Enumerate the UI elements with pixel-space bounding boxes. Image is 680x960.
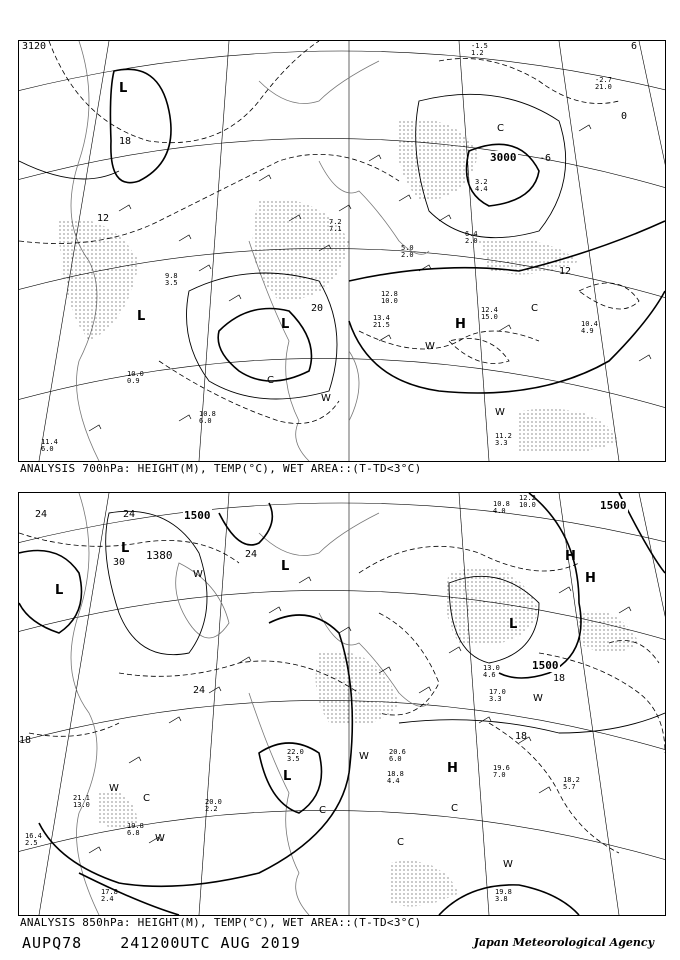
product-header (22, 934, 329, 952)
isotherm-label: 24 (193, 685, 206, 696)
station-plot: 17.8 2.4 (101, 888, 118, 903)
station-plot: 13.0 4.6 (483, 664, 500, 679)
high-pressure-marker: H (455, 317, 466, 332)
low-pressure-marker: L (281, 559, 290, 574)
cold-marker: C (267, 375, 274, 386)
caption-700hpa: ANALYSIS 700hPa: HEIGHT(M), TEMP(°C), WET AREA::(T-TD<3°C) (20, 462, 422, 475)
cold-marker: C (451, 803, 458, 814)
station-plot: 9.8 3.5 (165, 272, 178, 287)
wet-area-850 (99, 568, 639, 906)
low-pressure-marker: L (137, 309, 146, 324)
isotherm-label: 30 (113, 557, 126, 568)
height-label: 3000 (490, 151, 517, 164)
cold-marker: C (497, 123, 504, 134)
station-plot: 11.2 3.3 (495, 432, 512, 447)
chart-panel-850hpa (18, 492, 666, 916)
low-pressure-marker: L (283, 769, 292, 784)
station-plot: 10.8 6.0 (199, 410, 216, 425)
station-plot: -1.5 1.2 (471, 42, 488, 57)
wet-area-700 (59, 119, 619, 453)
station-plot: 22.0 3.5 (287, 748, 304, 763)
high-pressure-marker: H (585, 571, 596, 586)
station-plot: 17.0 3.3 (489, 688, 506, 703)
station-plot: 12.4 15.0 (481, 306, 498, 321)
isotherm-label: 24 (245, 549, 258, 560)
station-plot: 16.4 2.5 (25, 832, 42, 847)
cold-marker: C (397, 837, 404, 848)
warm-marker: W (109, 783, 119, 794)
station-plot: 18.2 5.7 (563, 776, 580, 791)
isotherm-label: 12 (559, 266, 572, 277)
low-pressure-marker: L (509, 617, 518, 632)
isotherm-label: 18 (515, 731, 528, 742)
low-pressure-marker: L (121, 541, 130, 556)
warm-marker: W (359, 751, 369, 762)
isotherm-label: 0 (621, 111, 628, 122)
station-plot: 10.0 0.9 (127, 370, 144, 385)
cold-marker: C (531, 303, 538, 314)
high-pressure-marker: H (447, 761, 458, 776)
cold-marker: C (319, 805, 326, 816)
station-plot: 19.6 7.0 (493, 764, 510, 779)
station-plot: 12.8 10.0 (381, 290, 398, 305)
station-plot: 10.8 4.0 (493, 500, 510, 515)
agency-name: Japan Meteorological Agency (473, 936, 654, 949)
height-label: 1380 (146, 549, 173, 562)
warm-marker: W (193, 569, 203, 580)
warm-marker: W (425, 341, 435, 352)
station-plot: 7.2 7.1 (329, 218, 342, 233)
isotherm-label: 6 (631, 41, 638, 52)
isotherm-label: 18 (119, 136, 132, 147)
station-plot: 13.4 21.5 (373, 314, 390, 329)
station-plot: 21.1 13.0 (73, 794, 90, 809)
low-pressure-marker: L (281, 317, 290, 332)
height-contours-700 (110, 69, 665, 393)
isotherm-label: -6 (539, 153, 552, 164)
isotherm-label: 20 (311, 303, 324, 314)
warm-marker: W (155, 833, 165, 844)
height-label: 1500 (600, 499, 627, 512)
station-plot: 18.8 4.4 (387, 770, 404, 785)
station-plot: 5.0 2.0 (401, 244, 414, 259)
caption-850hpa: ANALYSIS 850hPa: HEIGHT(M), TEMP(°C), WET AREA::(T-TD<3°C) (20, 916, 422, 929)
station-plot: 12.2 10.0 (519, 494, 536, 509)
low-pressure-marker: L (55, 583, 64, 598)
station-plot: 11.4 6.0 (41, 438, 58, 453)
height-label: 1500 (532, 659, 559, 672)
station-plot: -2.7 21.0 (595, 76, 612, 91)
station-plot: 20.6 6.0 (389, 748, 406, 763)
warm-marker: W (495, 407, 505, 418)
isotherm-label: 18 (19, 735, 32, 746)
high-pressure-marker: H (565, 549, 576, 564)
corner-height-value: 3120 (22, 41, 47, 52)
station-plot: 19.8 6.8 (127, 822, 144, 837)
low-pressure-marker: L (119, 81, 128, 96)
warm-marker: W (321, 393, 331, 404)
height-label: 1500 (184, 509, 211, 522)
warm-marker: W (503, 859, 513, 870)
isotherm-label: 18 (553, 673, 566, 684)
station-plot: 3.2 4.4 (475, 178, 488, 193)
cold-marker: C (143, 793, 150, 804)
station-plot: 20.0 2.2 (205, 798, 222, 813)
valid-time: 241200UTC AUG 2019 (120, 934, 301, 952)
product-code: AUPQ78 (22, 934, 83, 952)
isotherm-label: 24 (123, 509, 136, 520)
station-plot: 19.8 3.8 (495, 888, 512, 903)
chart-panel-700hpa (18, 40, 666, 462)
station-plot: 6.4 2.0 (465, 230, 478, 245)
map-700hpa (19, 41, 665, 461)
warm-marker: W (533, 693, 543, 704)
isotherm-label: 12 (97, 213, 110, 224)
station-plot: 10.4 4.9 (581, 320, 598, 335)
isotherm-label: 24 (35, 509, 48, 520)
